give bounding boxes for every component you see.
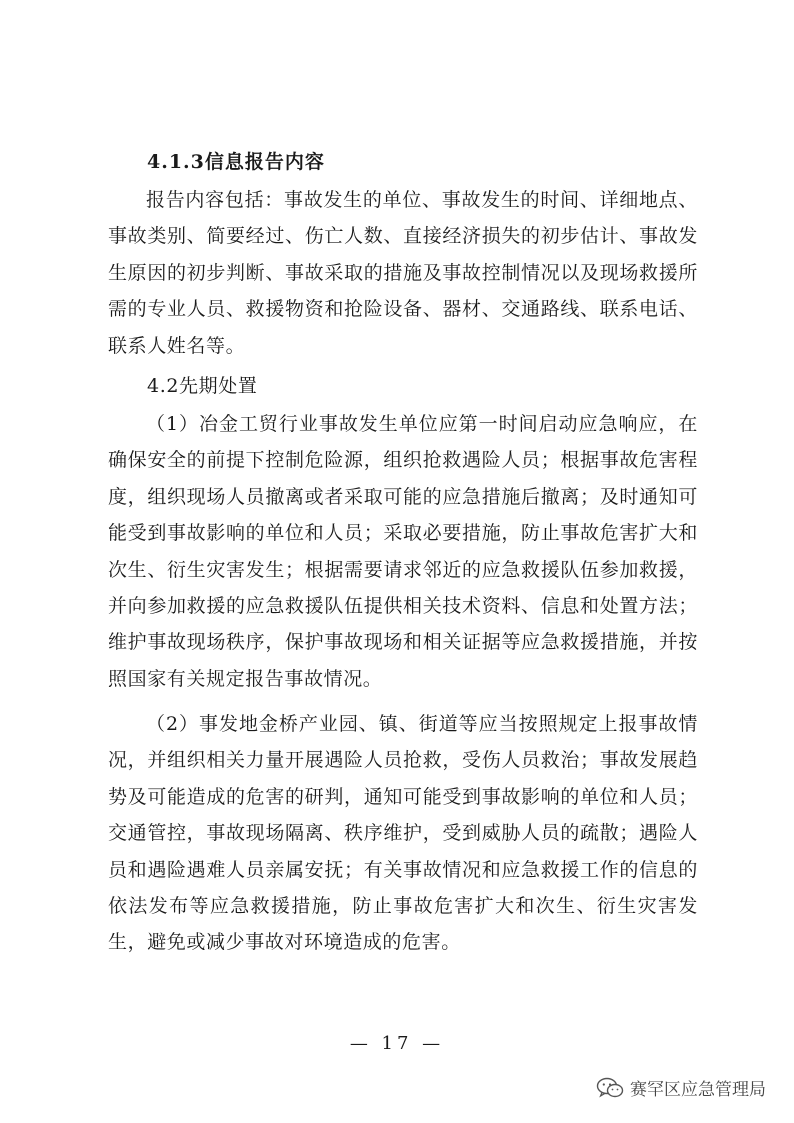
paragraph-report-content: 报告内容包括：事故发生的单位、事故发生的时间、详细地点、事故类别、简要经过、伤亡人数、直接经济损失的初步估计、事故发生原因的初步判断、事故采取的措施及事故控制情况以及现场救援所需的专业人员、救援物资和抢险设备、器材、交通路线、联系电话、联系人姓名等。	[108, 189, 698, 357]
section-subheading: 4.2先期处置	[147, 375, 258, 397]
paragraph-item-1: （1）冶金工贸行业事故发生单位应第一时间启动应急响应，在确保安全的前提下控制危险源，组织抢救遇险人员；根据事故危害程度，组织现场人员撤离或者采取可能的应急措施后撤离；及时通知可能受到事故影响的单位和人员；采取必要措施，防止事故危害扩大和次生、衍生灾害发生；根据需要请求邻近的应急救援队伍参加救援，并向参加救援的应急救援队伍提供相关技术资料、信息和处置方法；维护事故现场秩序，保护事故现场和相关证据等应急救援措施，并按照国家有关规定报告事故情况。	[108, 413, 698, 690]
watermark-label: 赛罕区应急管理局	[630, 1080, 766, 1100]
source-watermark	[596, 1075, 766, 1100]
section-heading: 4.1.3信息报告内容	[147, 151, 325, 173]
paragraph-item-2: （2）事发地金桥产业园、镇、街道等应当按照规定上报事故情况，并组织相关力量开展遇险人员抢救，受伤人员救治；事故发展趋势及可能造成的危害的研判，通知可能受到事故影响的单位和人员；交通管控，事故现场隔离、秩序维护，受到威胁人员的疏散；遇险人员和遇险遇难人员亲属安抚；有关事故情况和应急救援工作的信息的依法发布等应急救援措施，防止事故危害扩大和次生、衍生灾害发生，避免或减少事故对环境造成的危害。	[108, 713, 698, 954]
page-number: — 17 —	[349, 1033, 445, 1054]
wechat-icon	[596, 1077, 624, 1099]
